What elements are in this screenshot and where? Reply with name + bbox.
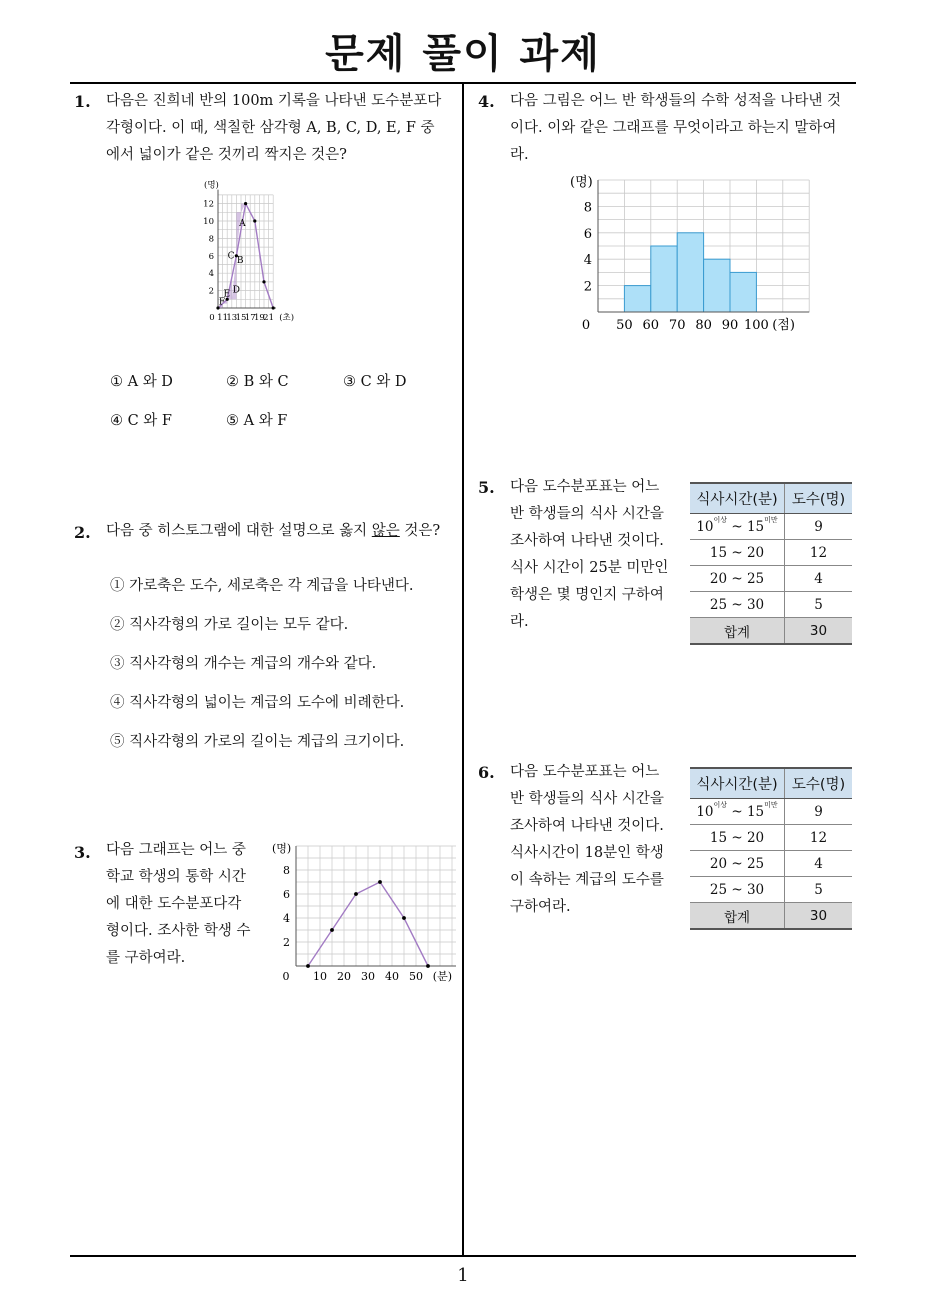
table-cell: 12 xyxy=(785,540,852,566)
q6-frequency-table xyxy=(690,767,852,930)
table-cell: 20 ~ 25 xyxy=(690,566,785,592)
triangle-label: B xyxy=(236,255,244,266)
q2-option-2[interactable]: ② 직사각형의 가로 길이는 모두 같다. xyxy=(110,617,349,633)
q4-number: 4. xyxy=(478,92,495,111)
table-row xyxy=(690,799,852,825)
q3-line: 에 대한 도수분포다각 xyxy=(106,896,242,912)
x-tick-label: 15 xyxy=(235,313,247,323)
q5-frequency-table xyxy=(690,482,852,645)
x-tick-label: 50 xyxy=(409,970,423,983)
q3-line: 형이다. 조사한 학생 수 xyxy=(106,923,251,939)
table-cell: 25 ~ 30 xyxy=(690,877,785,903)
data-point xyxy=(253,219,256,222)
q6-number: 6. xyxy=(478,763,495,782)
table-row xyxy=(690,877,852,903)
x-tick-label: 0 xyxy=(209,313,215,323)
table-cell: 5 xyxy=(785,877,852,903)
triangle-label: D xyxy=(232,285,240,296)
histogram-bar xyxy=(624,286,650,312)
histogram-bar xyxy=(730,272,756,312)
y-tick-label: 8 xyxy=(583,200,592,216)
page-number: 1 xyxy=(457,1265,469,1286)
q1-text xyxy=(106,88,441,169)
q5-header-count: 도수(명) xyxy=(785,483,852,514)
q3-frequency-polygon xyxy=(266,840,456,990)
q5-text xyxy=(510,474,668,636)
table-cell: 20 ~ 25 xyxy=(690,851,785,877)
q5-number: 5. xyxy=(478,478,495,497)
table-cell: 4 xyxy=(785,851,852,877)
q4-line: 라. xyxy=(510,147,529,163)
page-title: 문제 풀이 과제 xyxy=(325,31,601,77)
x-tick-label: 0 xyxy=(282,970,290,983)
x-tick-label: 70 xyxy=(668,318,686,333)
q6-header-count: 도수(명) xyxy=(785,768,852,799)
q2-number: 2. xyxy=(74,523,91,542)
histogram-bar xyxy=(677,233,703,312)
data-point xyxy=(426,964,430,968)
q1-option-5[interactable]: ⑤ A 와 F xyxy=(226,413,288,429)
x-tick-label: 0 xyxy=(581,318,591,333)
q5-first-count: 9 xyxy=(785,514,852,540)
q6-line: 조사하여 나타낸 것이다. xyxy=(510,818,664,834)
table-row xyxy=(690,566,852,592)
q6-text xyxy=(510,759,664,921)
table-cell: 5 xyxy=(785,592,852,618)
bottom-rule xyxy=(70,1255,856,1257)
q5-line: 조사하여 나타낸 것이다. xyxy=(510,533,664,549)
q3-line: 학교 학생의 통학 시간 xyxy=(106,869,246,885)
q6-line: 반 학생들의 식사 시간을 xyxy=(510,791,664,807)
q4-histogram xyxy=(566,172,816,340)
x-tick-label: 17 xyxy=(244,313,256,323)
x-tick-label: 80 xyxy=(695,318,712,333)
table-cell: 4 xyxy=(785,566,852,592)
q3-text xyxy=(106,837,251,972)
q6-line: 이 속하는 계급의 도수를 xyxy=(510,872,664,888)
x-unit-label: (초) xyxy=(279,313,295,323)
y-tick-label: 2 xyxy=(208,286,214,297)
y-tick-label: 2 xyxy=(583,279,592,295)
y-tick-label: 6 xyxy=(283,888,290,901)
q5-first-class: $10^{이상}$ ~ $15^{미만}$ xyxy=(690,514,785,540)
q5-line: 반 학생들의 식사 시간을 xyxy=(510,506,664,522)
triangle-label: A xyxy=(239,219,246,230)
x-tick-label: 90 xyxy=(721,318,739,333)
q2-stem xyxy=(106,518,440,545)
y-tick-label: 6 xyxy=(583,226,592,242)
column-divider xyxy=(462,82,464,1255)
y-tick-label: 4 xyxy=(583,253,592,269)
y-tick-label: 6 xyxy=(208,251,214,262)
q5-line: 다음 도수분포표는 어느 xyxy=(510,479,660,495)
x-tick-label: 20 xyxy=(337,970,351,983)
q3-line: 다음 그래프는 어느 중 xyxy=(106,842,246,858)
q1-option-4[interactable]: ④ C 와 F xyxy=(110,413,172,429)
table-cell: 30 xyxy=(785,903,852,930)
q1-frequency-polygon xyxy=(196,176,366,326)
x-tick-label: 60 xyxy=(642,318,660,333)
y-tick-label: 2 xyxy=(283,936,290,949)
table-total-row xyxy=(690,903,852,930)
q4-line: 다음 그림은 어느 반 학생들의 수학 성적을 나타낸 것 xyxy=(510,93,842,109)
y-tick-label: 4 xyxy=(208,269,214,280)
x-tick-label: 10 xyxy=(313,970,327,983)
q6-line: 구하여라. xyxy=(510,899,571,915)
data-point xyxy=(354,892,358,896)
histogram-bar xyxy=(651,246,677,312)
x-unit-label: (분) xyxy=(432,970,453,983)
table-row xyxy=(690,592,852,618)
table-row xyxy=(690,514,852,540)
triangle-label: F xyxy=(218,297,226,308)
q1-line: 다음은 진희네 반의 100m 기록을 나타낸 도수분포다 xyxy=(106,93,442,109)
q3-number: 3. xyxy=(74,843,91,862)
table-row xyxy=(690,825,852,851)
q5-line: 식사 시간이 25분 미만인 xyxy=(510,560,669,576)
y-tick-label: 10 xyxy=(203,217,214,227)
y-tick-label: 4 xyxy=(283,912,290,925)
q1-number: 1. xyxy=(74,92,91,111)
q2-stem-emphasis: 않은 xyxy=(371,523,400,539)
q1-option-1[interactable]: ① A 와 D xyxy=(110,374,173,390)
x-tick-label: 21 xyxy=(263,313,275,323)
q6-line: 식사시간이 18분인 학생 xyxy=(510,845,664,861)
q2-option-1[interactable]: ① 가로축은 도수, 세로축은 각 계급을 나타낸다. xyxy=(110,578,414,594)
q2-stem-before: 다음 중 히스토그램에 대한 설명으로 옳지 xyxy=(106,523,372,539)
table-row xyxy=(690,540,852,566)
triangle-label: E xyxy=(223,289,231,300)
histogram-bar xyxy=(704,259,730,312)
q1-option-3[interactable]: ③ C 와 D xyxy=(343,374,407,390)
q6-header-time: 식사시간(분) xyxy=(690,768,785,799)
q1-line: 각형이다. 이 때, 색칠한 삼각형 A, B, C, D, E, F 중 xyxy=(106,120,435,136)
table-cell: 15 ~ 20 xyxy=(690,540,785,566)
table-cell: 합계 xyxy=(690,618,785,645)
y-unit-label: (명) xyxy=(204,180,219,191)
table-cell: 합계 xyxy=(690,903,785,930)
data-point xyxy=(330,928,334,932)
x-tick-label: 13 xyxy=(226,313,238,323)
y-unit-label: (명) xyxy=(272,842,292,855)
q2-option-5[interactable]: ⑤ 직사각형의 가로의 길이는 계급의 크기이다. xyxy=(110,734,405,750)
table-cell: 15 ~ 20 xyxy=(690,825,785,851)
table-row xyxy=(690,851,852,877)
triangle-label: C xyxy=(227,251,235,262)
q6-first-count: 9 xyxy=(785,799,852,825)
data-point xyxy=(262,280,265,283)
data-point xyxy=(306,964,310,968)
q6-first-class: $10^{이상}$ ~ $15^{미만}$ xyxy=(690,799,785,825)
x-tick-label: 100 xyxy=(743,318,769,333)
y-tick-label: 12 xyxy=(203,199,214,210)
q1-line: 에서 넓이가 같은 것끼리 짝지은 것은? xyxy=(106,147,347,163)
q5-line: 학생은 몇 명인지 구하여 xyxy=(510,587,664,603)
q5-line: 라. xyxy=(510,614,529,630)
q2-option-3[interactable]: ③ 직사각형의 개수는 계급의 개수와 같다. xyxy=(110,656,377,672)
y-tick-label: 8 xyxy=(283,864,290,877)
x-tick-label: 19 xyxy=(253,313,265,323)
q3-line: 를 구하여라. xyxy=(106,950,186,966)
data-point xyxy=(244,202,247,205)
x-tick-label: 11 xyxy=(217,313,229,323)
table-total-row xyxy=(690,618,852,645)
q4-line: 이다. 이와 같은 그래프를 무엇이라고 하는지 말하여 xyxy=(510,120,837,136)
data-point xyxy=(378,880,382,884)
x-tick-label: 40 xyxy=(385,970,399,983)
q2-option-4[interactable]: ④ 직사각형의 넓이는 계급의 도수에 비례한다. xyxy=(110,695,405,711)
table-cell: 30 xyxy=(785,618,852,645)
x-unit-label: (점) xyxy=(772,318,795,333)
q4-text xyxy=(510,88,841,169)
table-cell: 25 ~ 30 xyxy=(690,592,785,618)
x-tick-label: 30 xyxy=(361,970,375,983)
data-point xyxy=(402,916,406,920)
q6-line: 다음 도수분포표는 어느 xyxy=(510,764,660,780)
data-point xyxy=(272,306,275,309)
x-tick-label: 50 xyxy=(616,318,633,333)
y-tick-label: 8 xyxy=(208,234,214,245)
q2-stem-after: 것은? xyxy=(399,523,441,539)
q1-option-2[interactable]: ② B 와 C xyxy=(226,374,289,390)
y-unit-label: (명) xyxy=(570,175,593,190)
table-cell: 12 xyxy=(785,825,852,851)
q5-header-time: 식사시간(분) xyxy=(690,483,785,514)
